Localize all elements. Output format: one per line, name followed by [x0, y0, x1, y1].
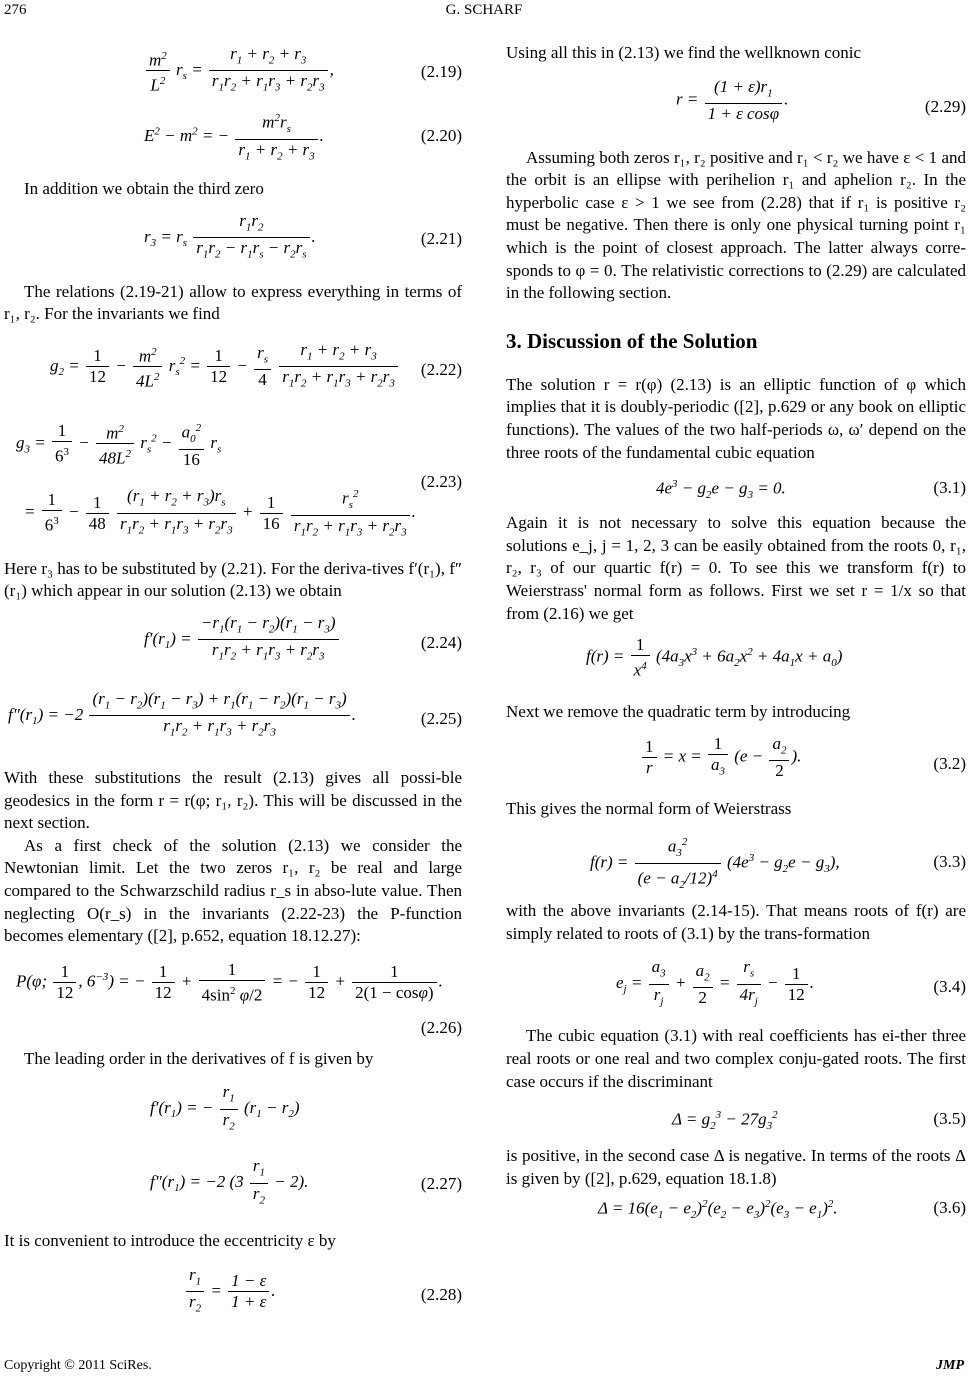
paragraph: This gives the normal form of Weierstrass — [506, 798, 792, 818]
equation-number: (3.4) — [933, 977, 966, 997]
paragraph: Assuming both zeros r₁, r₂ positive and r₁ < r₂ we have ε < 1 and the orbit is an ellipse with perihelion r₁ and aphelion r₂. In the hyperbolic case ε > 1 we see from (2.28) that if r₁ is positive r₂ must be negative. Then there is only one physical turning point r₁ which is the point of closest approach. The latter always corre-sponds to φ = 0. The relativistic corrections to (2.29) are calculated in the following section. — [506, 147, 966, 303]
equation-number: (3.3) — [933, 852, 966, 872]
paragraph: The relations (2.19-21) allow to express everything in terms of r₁, r₂. For the invariants we find — [4, 281, 462, 324]
paragraph: Again it is not necessary to solve this equation because the solutions e_j, j = 1, 2, 3 can be easily obtained from the roots 0, r₁, r₂, r₃ of our quartic f(r) = 0. To see this we transform f(r) to Weierstrass' normal form as follows. First we set r = 1/x so that from (2.16) we get — [506, 513, 966, 623]
paragraph: with the above invariants (2.14-15). That means roots of f(r) are simply related to roots of (3.1) by the trans-formation — [506, 901, 966, 943]
equation-number: (2.20) — [420, 126, 462, 145]
equation-f-of-r: f(r) = $\frac{1}{x^4}$ $(4a_3x^3 + 6a_2x^2 + 4a_1x + a_0)$ — [586, 635, 843, 680]
page-number: 276 — [4, 2, 27, 18]
equation-number: (2.29) — [924, 96, 966, 116]
equation-number: (3.1) — [933, 478, 966, 498]
equation-2-21: $r_3 = r_s$ $\frac{r_1r_2}{r_1r_2 - r_1r_s - r_2r_s}$ . (2.21) — [144, 210, 462, 261]
equation-2-23: $g_3$ = $\frac{1}{6^3}$ − $\frac{m^2}{48L^2}$ $r_s^2$ − $\frac{a_0^2}{16}$ $r_s$ = $\frac{1}{6^3}$ − $\frac{1}{48}$ $\frac{(r_1 + r_2 + r_3)r_s}{r_1r_2 + r_1r_3 + r_2r_3}$ + $\frac{1}{16}$ $\frac{r_s^2}{r_1r_2 + r_1r_3 + r_2r_3}$ . (2.23) — [4, 416, 462, 550]
paragraph: It is convenient to introduce the eccentricity ε by — [4, 1231, 336, 1251]
page-header — [0, 0, 968, 28]
page-footer — [0, 1358, 968, 1380]
paragraph: The solution r = r(φ) (2.13) is an elliptic function of φ which implies that it is doubly-periodic ([2], p.629 or any book on elliptic functions). The values of the two half-periods ω, ω′ depend on the three roots of the fundamental cubic equation — [506, 374, 966, 462]
equation-number: (3.6) — [933, 1198, 966, 1218]
equation-number: (2.22) — [420, 359, 462, 379]
equation-3-3: f(r) = $\frac{a_3^2}{(e - a_2/12)^4}$ $(4e^3 - g_2e - g_3)$, (3.3) — [506, 828, 966, 900]
paragraph: Here r₃ has to be substituted by (2.21). For the deriva-tives f′(r₁), f″(r₁) which appear in our solution (2.13) we obtain — [4, 558, 462, 601]
equation-2-29: r = $\frac{(1 + \varepsilon)r_1}{\text{1 + ε cosφ}}$ . (2.29) — [676, 76, 966, 123]
equation-number: (3.2) — [933, 753, 966, 773]
equation-number: (2.28) — [420, 1284, 462, 1304]
paragraph: As a first check of the solution (2.13) we consider the Newtonian limit. Let the two zeros r₁, r₂ be real and large compared to the Schwarzschild radius r_s in abso-lute value. Then neglecting O(r_s) in the invariants (2.22-23) the P-function becomes elementary ([2], p.652, equation 18.12.27): — [4, 835, 462, 946]
equation-number: (2.21) — [420, 228, 462, 248]
equation-number: (2.25) — [420, 708, 462, 728]
equation-2-25: $f''(r_1) = -2$ $\frac{(r_1 - r_2)(r_1 - r_3) + r_1(r_1 - r_2)(r_1 - r_3)}{r_1r_2 + r_1r_3 + r_2r_3}$ . (2.25) — [8, 688, 462, 739]
paragraph: Using all this in (2.13) we find the wellknown conic — [506, 43, 862, 62]
paragraph: In addition we obtain the third zero — [24, 179, 264, 198]
equation-3-1: $4e^3 - g_2e - g_3 = 0$. (3.1) — [656, 478, 966, 502]
equation-3-5: $\Delta = g_2^3 - 27g_3^2$ (3.5) — [672, 1109, 966, 1133]
paragraph: is positive, in the second case Δ is negative. In terms of the roots Δ is given by ([2], p.629, equation 18.1.8) — [506, 1146, 966, 1188]
equation-number: (2.23) — [420, 471, 462, 491]
equation-2-20: $E^2 - m^2$ = − $\frac{m^2r_s}{r_1 + r_2 + r_3}$ . (2.20) — [4, 104, 462, 168]
equation-2-27: $f'(r_1)$ = − $\frac{r_1}{r_2}$ $(r_1 - r_2)$ $f''(r_1) = -2$ (3 $\frac{r_1}{r_2}$ − 2). (2.27) — [150, 1082, 462, 1207]
journal-abbrev: JMP — [936, 1358, 964, 1373]
equation-2-24: $f'(r_1)$ = $\frac{-r_1(r_1 - r_2)(r_1 - r_3)}{r_1r_2 + r_1r_3 + r_2r_3}$ (2.24) — [144, 612, 462, 663]
paragraph: Next we remove the quadratic term by introducing — [506, 702, 851, 722]
equation-2-28: $\frac{r_1}{r_2}$ = $\frac{1 - \varepsilon}{1 + \varepsilon}$ . (2.28) — [4, 1261, 462, 1331]
equation-number: (2.27) — [420, 1174, 462, 1194]
equation-number: (2.26) — [420, 1017, 462, 1037]
paragraph: The leading order in the derivatives of f is given by — [24, 1048, 374, 1068]
equation-3-6: $\Delta = 16(e_1 - e_2)^2(e_2 - e_3)^2(e_3 - e_1)^2$. (3.6) — [598, 1198, 966, 1222]
equation-number: (2.19) — [420, 62, 462, 81]
left-column — [4, 42, 462, 1331]
equation-2-19: $\frac{m^2}{L^2}$ $r_s$ = $\frac{r_1 + r_2 + r_3}{r_1r_2 + r_1r_3 + r_2r_3}$ , (2.19) — [4, 42, 462, 104]
section-title: 3. Discussion of the Solution — [506, 328, 758, 353]
equation-2-22: $g_2$ = $\frac{1}{12}$ − $\frac{m^2}{4L^2}$ $r_s^2$ = $\frac{1}{12}$ − $\frac{r_s}{4}$ $\frac{r_1 + r_2 + r_3}{r_1r_2 + r_1r_3 + r_2r_3}$ (2.22) — [50, 339, 462, 391]
equation-number: (2.24) — [420, 632, 462, 652]
copyright: Copyright © 2011 SciRes. — [4, 1358, 152, 1373]
equation-3-4: $e_j$ = $\frac{a_3}{r_j}$ + $\frac{a_2}{2}$ = $\frac{r_s}{4r_j}$ − $\frac{1}{12}$ . (3.4) — [616, 957, 966, 1008]
equation-number: (3.5) — [933, 1109, 966, 1129]
equation-3-2: $\frac{1}{r}$ = x = $\frac{1}{a_3}$ (e − $\frac{a_2}{2}$ ). (3.2) — [506, 732, 966, 798]
running-author: G. SCHARF — [445, 2, 523, 18]
right-column — [506, 42, 966, 1226]
equation-2-26: P(φ; $\frac{1}{12}$ , $6^{-3}$) = − $\frac{1}{12}$ + $\frac{1}{4\sin^2 \varphi/2}$ = − $\frac{1}{12}$ + $\frac{1}{2(1 - \cos\varphi)}$ . (2.26) — [16, 959, 462, 1037]
paragraph: The cubic equation (3.1) with real coefficients has ei-ther three real roots or one real and two complex conju-gated roots. The first case occurs if the discriminant — [506, 1026, 966, 1091]
paragraph: With these substitutions the result (2.13) gives all possi-ble geodesics in the form r = r(φ; r₁, r₂). This will be discussed in the next section. — [4, 767, 462, 833]
